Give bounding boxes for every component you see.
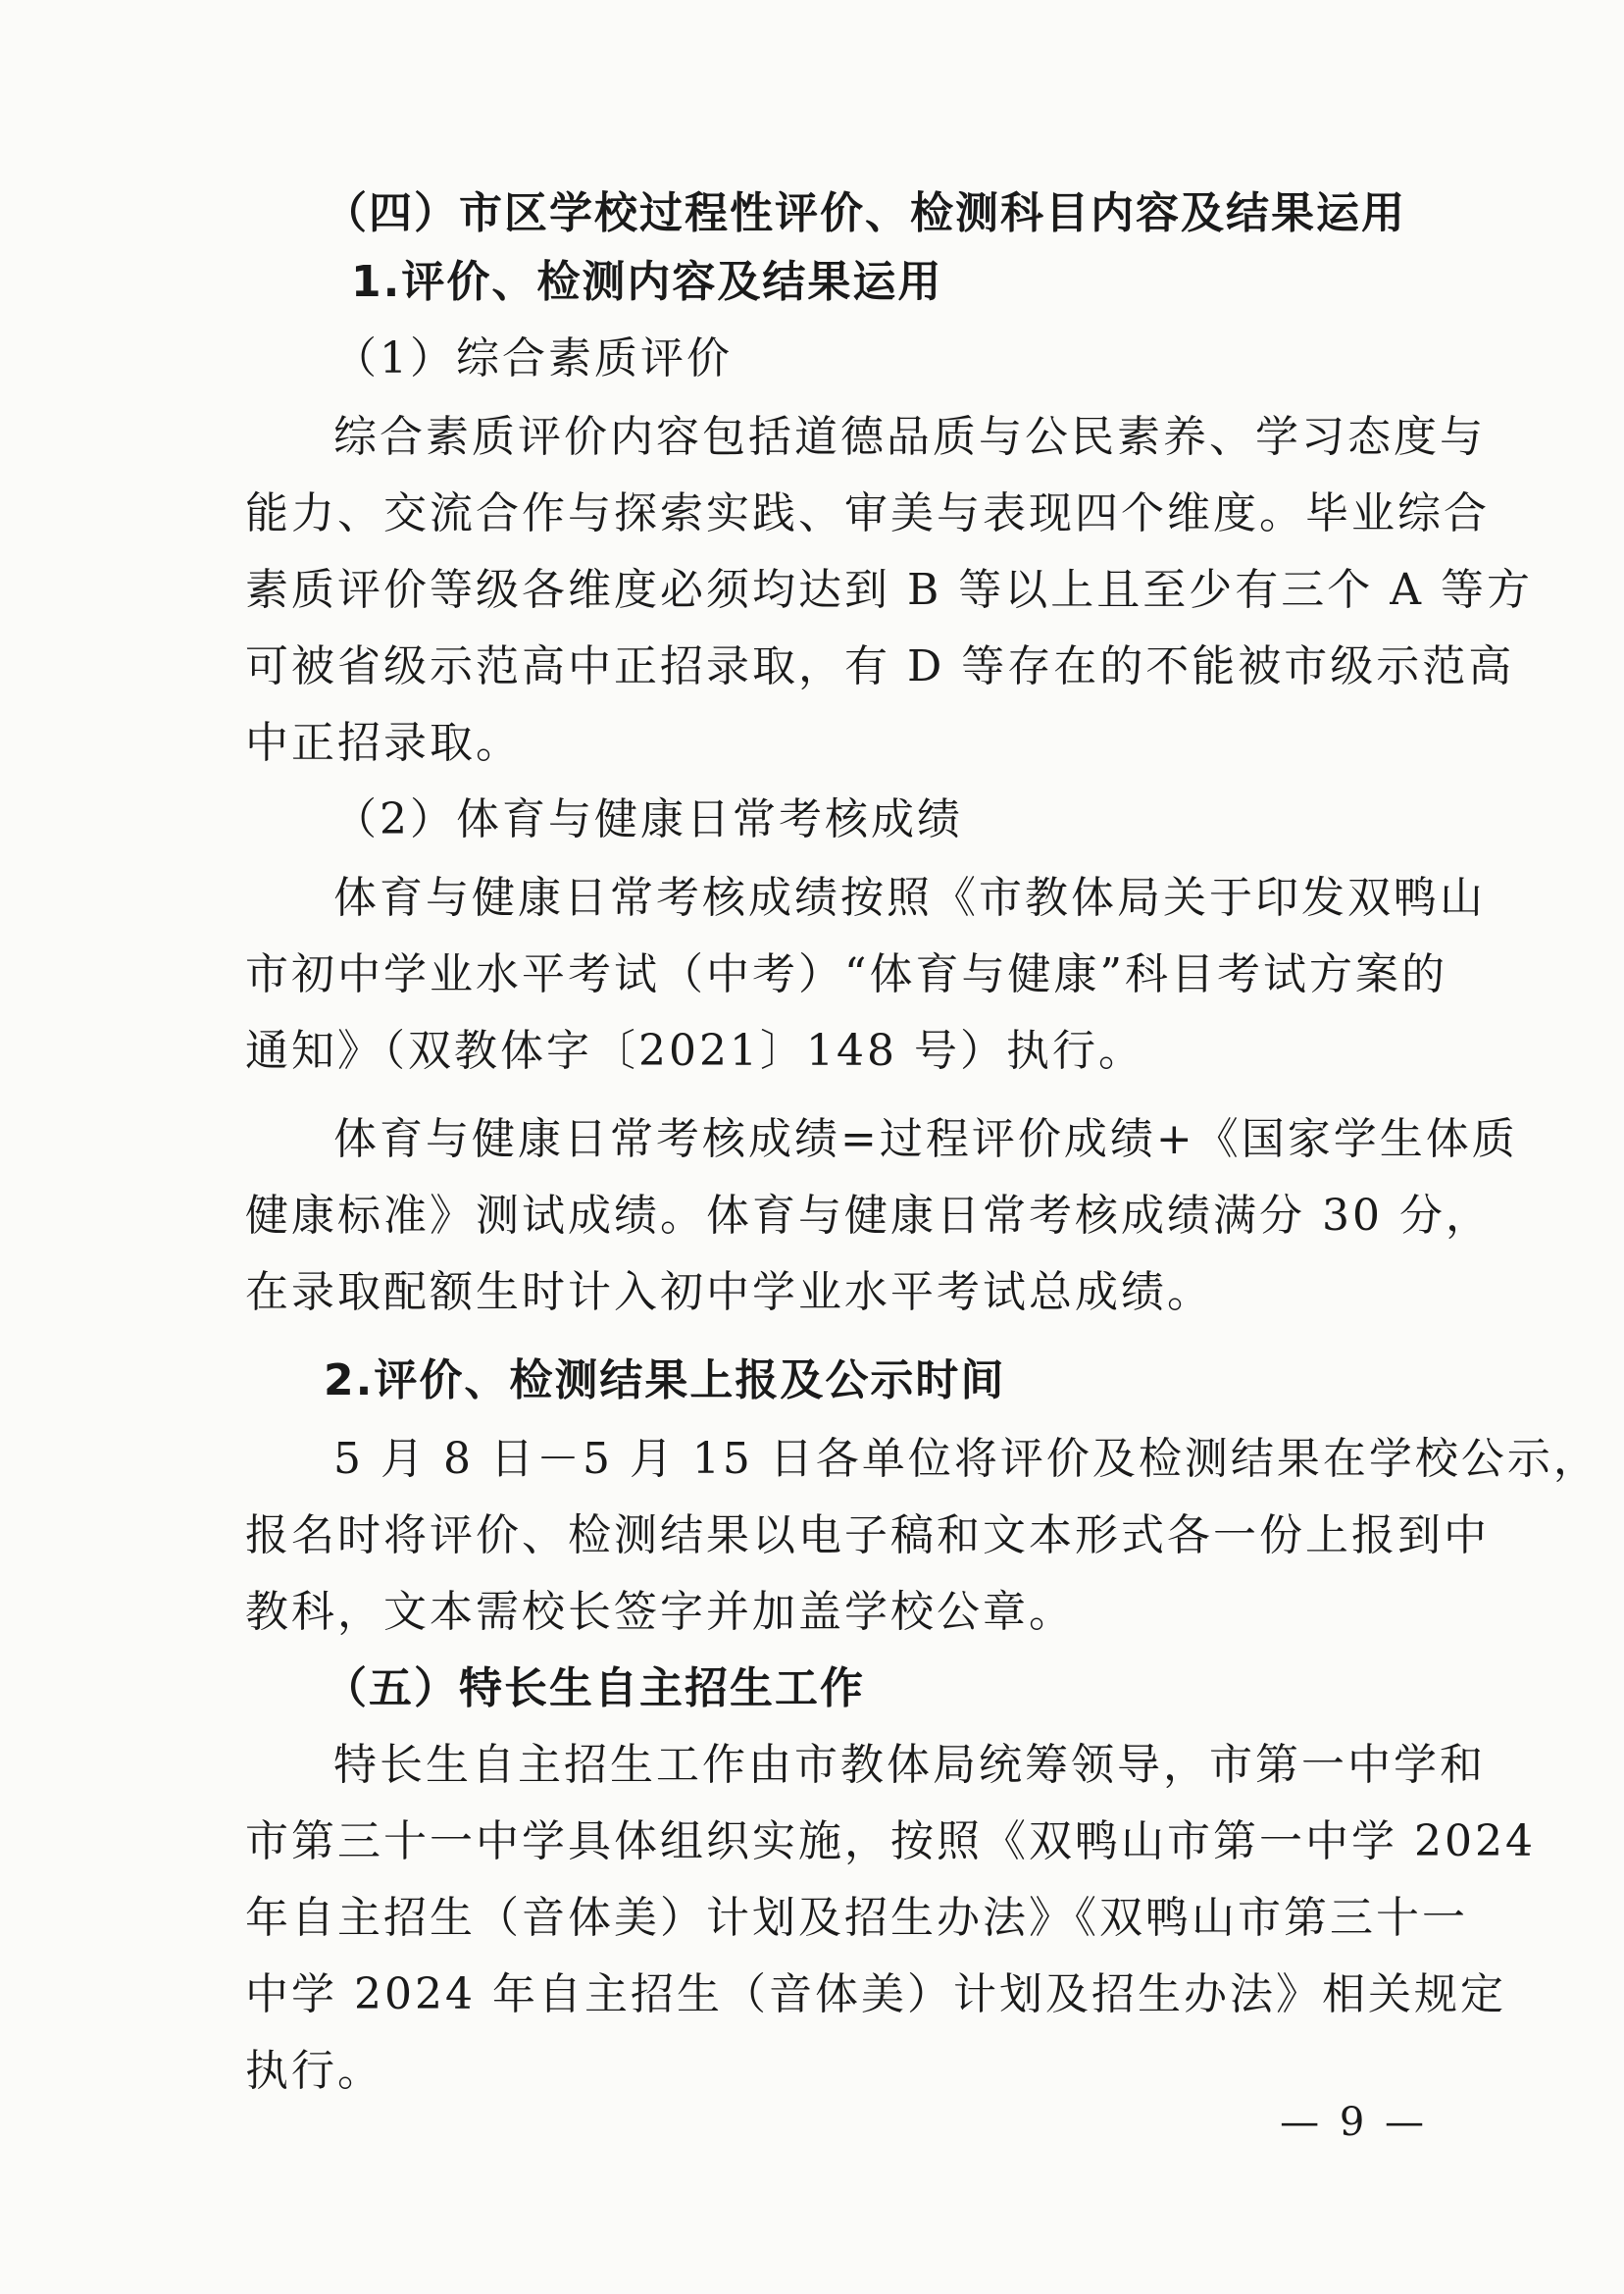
paragraph-line — [245, 1510, 1490, 1561]
paragraph-line — [333, 1434, 1599, 1485]
paragraph-line: 通知》（双教体字〔2021〕148 号）执行。 — [245, 1026, 1144, 1076]
paragraph-line-text: 体育与健康日常考核成绩按照《市教体局关于印发双鸭山 — [333, 873, 1486, 923]
paragraph-line — [245, 641, 1515, 692]
paragraph-line — [245, 949, 1447, 1000]
paragraph-line: 执行。 — [245, 2046, 383, 2096]
paragraph-line-text: 市初中学业水平考试（中考）“体育与健康”科目考试方案的 — [245, 949, 1447, 999]
paragraph-line — [245, 1191, 1492, 1242]
item-2-heading: （2）体育与健康日常考核成绩 — [333, 794, 963, 844]
paragraph-line: 教科，文本需校长签字并加盖学校公章。 — [245, 1587, 1075, 1637]
paragraph-line-text: 综合素质评价内容包括道德品质与公民素养、学习态度与 — [333, 412, 1486, 462]
paragraph-line-text: 市第三十一中学具体组织实施，按照《双鸭山市第一中学 2024 — [245, 1816, 1536, 1866]
subsection-1-heading: 1.评价、检测内容及结果运用 — [351, 257, 943, 307]
paragraph-line-text: 健康标准》测试成绩。体育与健康日常考核成绩满分 30 分， — [245, 1191, 1492, 1241]
page-number: — 9 — — [1280, 2100, 1428, 2145]
paragraph-line-text: 特长生自主招生工作由市教体局统筹领导，市第一中学和 — [333, 1740, 1486, 1790]
section-4-heading: （四）市区学校过程性评价、检测科目内容及结果运用 — [324, 188, 1406, 238]
paragraph-line-text: 中学 2024 年自主招生（音体美）计划及招生办法》相关规定 — [245, 1969, 1506, 2019]
paragraph-line — [245, 565, 1534, 616]
section-5-heading: （五）特长生自主招生工作 — [324, 1663, 865, 1713]
paragraph-line-text: 年自主招生（音体美）计划及招生办法》《双鸭山市第三十一 — [245, 1893, 1468, 1943]
paragraph-line-text: 能力、交流合作与探索实践、审美与表现四个维度。毕业综合 — [245, 488, 1490, 538]
paragraph-line: 中正招录取。 — [245, 718, 522, 768]
paragraph-line — [333, 1740, 1486, 1791]
paragraph-line: 在录取配额生时计入初中学业水平考试总成绩。 — [245, 1267, 1213, 1317]
paragraph-line — [245, 1969, 1506, 2020]
paragraph-line — [245, 488, 1490, 539]
paragraph-line — [333, 873, 1486, 924]
paragraph-line-text: 体育与健康日常考核成绩=过程评价成绩+《国家学生体质 — [333, 1114, 1518, 1164]
paragraph-line — [333, 412, 1486, 463]
paragraph-line-text: 报名时将评价、检测结果以电子稿和文本形式各一份上报到中 — [245, 1510, 1490, 1560]
paragraph-line-text: 可被省级示范高中正招录取，有 D 等存在的不能被市级示范高 — [245, 641, 1515, 691]
paragraph-line-text: 素质评价等级各维度必须均达到 B 等以上且至少有三个 A 等方 — [245, 565, 1534, 615]
paragraph-line — [245, 1893, 1468, 1944]
paragraph-line — [333, 1114, 1518, 1165]
paragraph-line — [245, 1816, 1536, 1867]
paragraph-line-text: 5 月 8 日－5 月 15 日各单位将评价及检测结果在学校公示， — [333, 1434, 1599, 1484]
item-1-heading: （1）综合素质评价 — [333, 333, 733, 383]
subsection-2-heading: 2.评价、检测结果上报及公示时间 — [324, 1355, 1006, 1405]
